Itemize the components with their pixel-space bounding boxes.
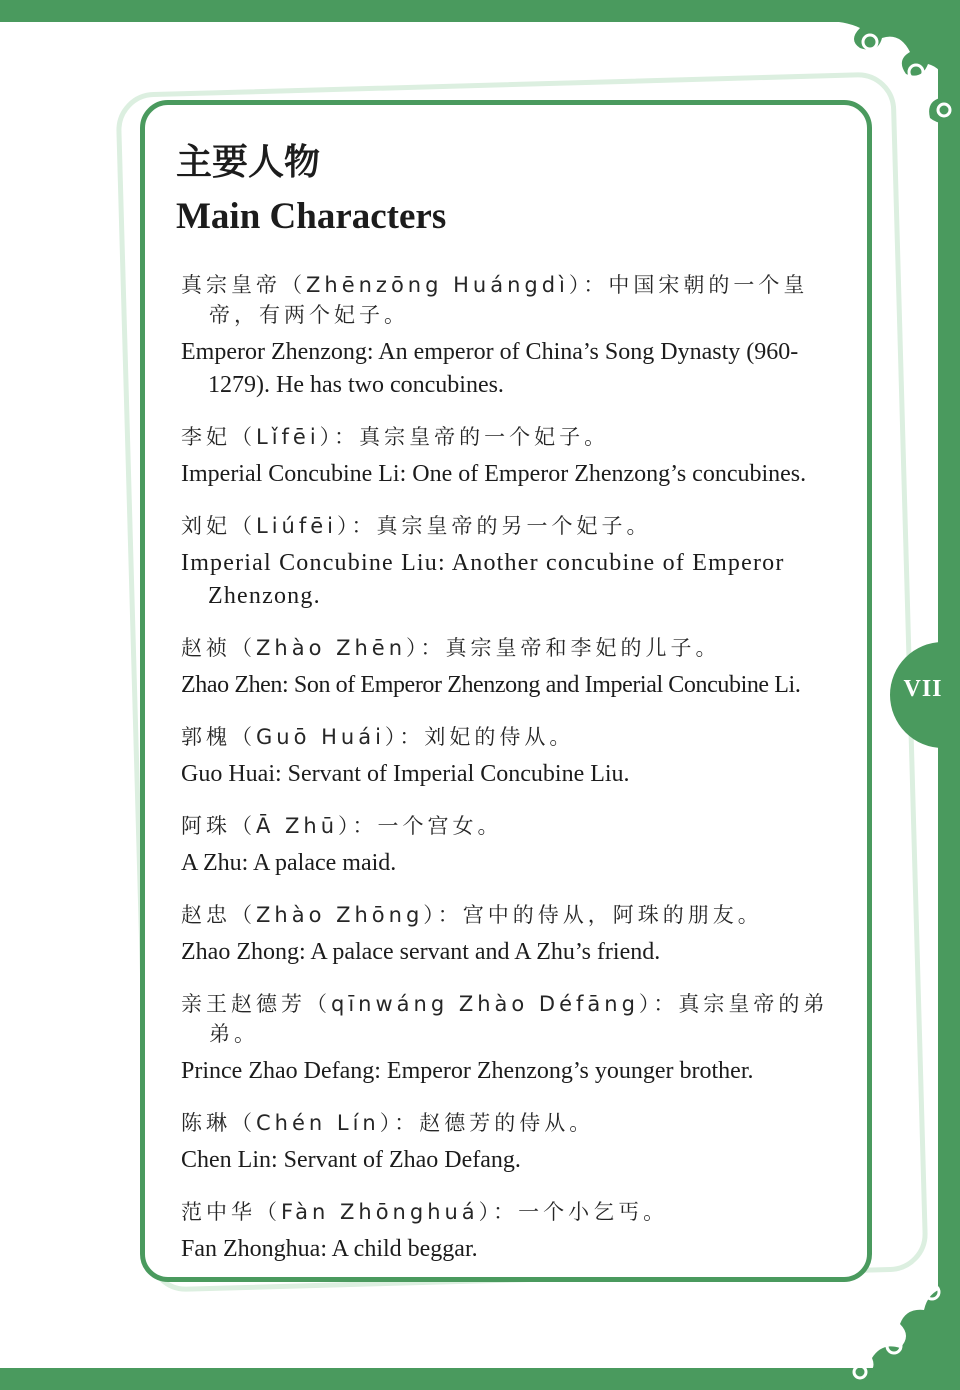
character-entry — [181, 633, 843, 702]
bottom-border-band — [0, 1368, 960, 1390]
character-description-english: Emperor Zhenzong: An emperor of China’s Song Dynasty (960-1279). He has two concubines. — [181, 339, 799, 398]
page-heading — [176, 140, 446, 240]
character-description-chinese: 亲王赵德芳（qīnwáng Zhào Défāng）：真宗皇帝的弟弟。 — [181, 992, 829, 1046]
character-description-english: A Zhu: A palace maid. — [181, 850, 397, 876]
page-title-chinese: 主要人物 — [176, 141, 321, 183]
character-description-chinese: 范中华（Fàn Zhōnghuá）：一个小乞丐。 — [181, 1200, 669, 1224]
character-description-english: Zhao Zhen: Son of Emperor Zhenzong and Imperial Concubine Li. — [181, 672, 801, 698]
character-description-english: Imperial Concubine Liu: Another concubine of Emperor Zhenzong. — [181, 550, 785, 609]
character-list — [181, 270, 843, 1286]
character-entry — [181, 722, 843, 791]
character-description-chinese: 赵祯（Zhào Zhēn）：真宗皇帝和李妃的儿子。 — [181, 636, 721, 660]
character-description-english: Fan Zhonghua: A child beggar. — [181, 1236, 478, 1262]
character-entry — [181, 511, 843, 613]
character-description-english: Zhao Zhong: A palace servant and A Zhu’s friend. — [181, 939, 661, 965]
page-number: VII — [903, 676, 943, 702]
character-entry — [181, 1197, 843, 1266]
character-entry — [181, 422, 843, 491]
character-entry — [181, 811, 843, 880]
character-entry — [181, 270, 843, 402]
character-description-chinese: 赵忠（Zhào Zhōng）：宫中的侍从，阿珠的朋友。 — [181, 903, 763, 927]
character-description-english: Chen Lin: Servant of Zhao Defang. — [181, 1147, 521, 1173]
character-entry — [181, 989, 843, 1088]
character-description-english: Imperial Concubine Li: One of Emperor Zhenzong’s concubines. — [181, 461, 807, 487]
character-description-chinese: 郭槐（Guō Huái）：刘妃的侍从。 — [181, 725, 575, 749]
page-title-english: Main Characters — [176, 196, 447, 237]
character-entry — [181, 900, 843, 969]
character-description-chinese: 刘妃（Liúfēi）：真宗皇帝的另一个妃子。 — [181, 514, 652, 538]
character-description-chinese: 李妃（Lǐfēi）：真宗皇帝的一个妃子。 — [181, 425, 610, 449]
character-description-chinese: 陈琳（Chén Lín）：赵德芳的侍从。 — [181, 1111, 595, 1135]
character-entry — [181, 1108, 843, 1177]
character-description-english: Prince Zhao Defang: Emperor Zhenzong’s younger brother. — [181, 1058, 754, 1084]
character-description-chinese: 阿珠（Ā Zhū）：一个宫女。 — [181, 814, 503, 838]
character-description-chinese: 真宗皇帝（Zhēnzōng Huángdì）：中国宋朝的一个皇帝，有两个妃子。 — [181, 273, 809, 327]
character-description-english: Guo Huai: Servant of Imperial Concubine Liu. — [181, 761, 630, 787]
